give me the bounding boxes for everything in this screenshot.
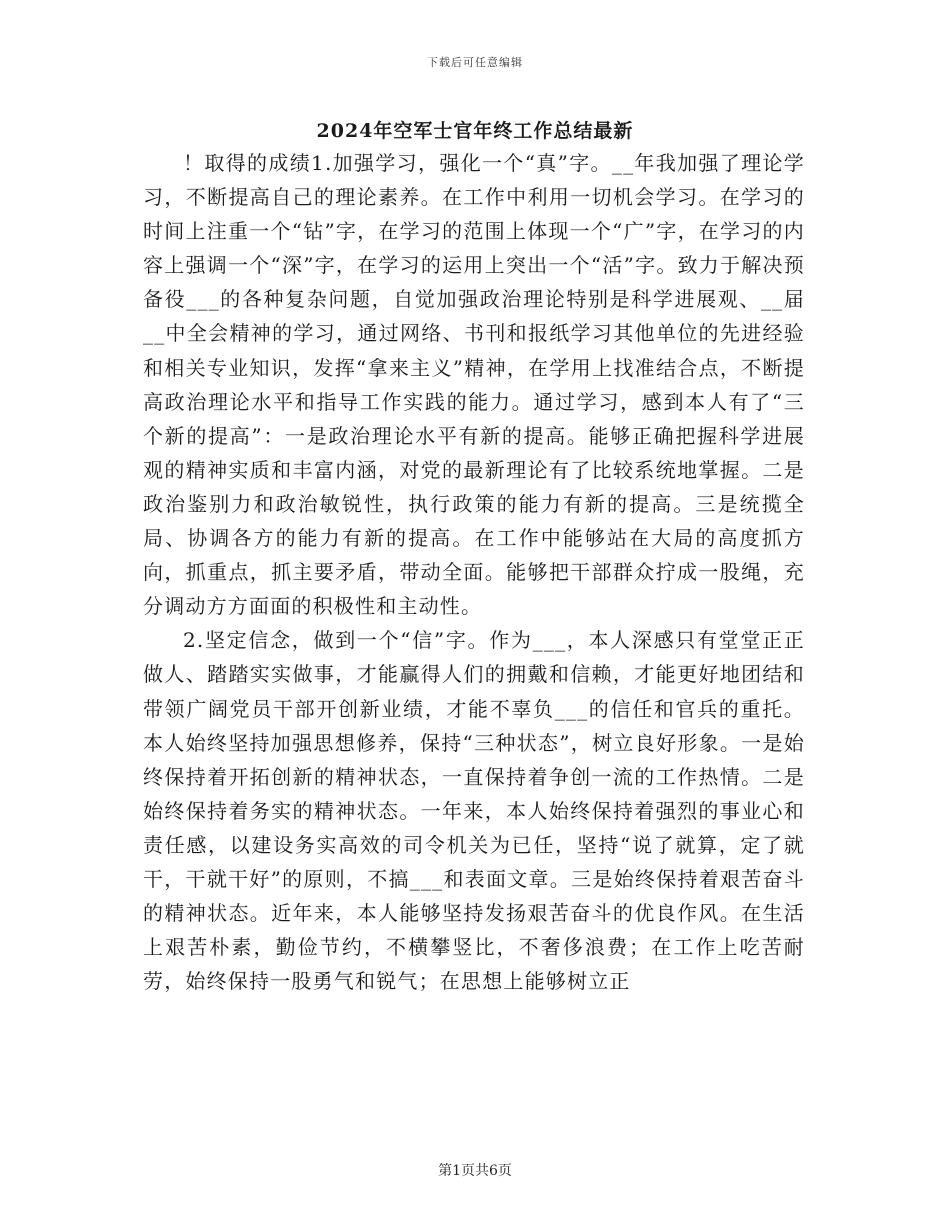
- paragraph-firm-belief: 2.坚定信念，做到一个“信”字。作为___，本人深感只有堂堂正正做人、踏踏实实做事，才能赢得人们的拥戴和信赖，才能更好地团结和带领广阔党员干部开创新业绩，才能不辜负___的信任和官兵的重托。本人始终坚持加强思想修养，保持“三种状态”，树立良好形象。一是始终保持着开拓创新的精神状态，一直保持着争创一流的工作热情。二是始终保持着务实的精神状态。一年来，本人始终保持着强烈的事业心和责任感，以建设务实高效的司令机关为已任，坚持“说了就算，定了就干，干就干好”的原则，不搞___和表面文章。三是始终保持着艰苦奋斗的精神状态。近年来，本人能够坚持发扬艰苦奋斗的优良作风。在生活上艰苦朴素，勤俭节约，不横攀竖比，不奢侈浪费；在工作上吃苦耐劳，始终保持一股勇气和锐气；在思想上能够树立正: [143, 628, 805, 994]
- page-footer: 第1页共6页: [438, 1163, 512, 1179]
- document-title: 2024年空军士官年终工作总结最新: [316, 120, 634, 142]
- header-note: 下载后可任意编辑: [427, 56, 523, 69]
- paragraph-achievements: ！取得的成绩1.加强学习，强化一个“真”字。__年我加强了理论学习，不断提高自己的理论素养。在工作中利用一切机会学习。在学习的时间上注重一个“钻”字，在学习的范围上体现一个“广”字，在学习的内容上强调一个“深”字，在学习的运用上突出一个“活”字。致力于解决预备役___的各种复杂问题，自觉加强政治理论特别是科学进展观、__届__中全会精神的学习，通过网络、书刊和报纸学习其他单位的先进经验和相关专业知识，发挥“拿来主义”精神，在学用上找准结合点，不断提高政治理论水平和指导工作实践的能力。通过学习，感到本人有了“三个新的提高”：一是政治理论水平有新的提高。能够正确把握科学进展观的精神实质和丰富内涵，对党的最新理论有了比较系统地掌握。二是政治鉴别力和政治敏锐性，执行政策的能力有新的提高。三是统揽全局、协调各方的能力有新的提高。在工作中能够站在大局的高度抓方向，抓重点，抓主要矛盾，带动全面。能够把干部群众拧成一股绳，充分调动方方面面的积极性和主动性。: [143, 151, 805, 619]
- document-body: [143, 146, 805, 998]
